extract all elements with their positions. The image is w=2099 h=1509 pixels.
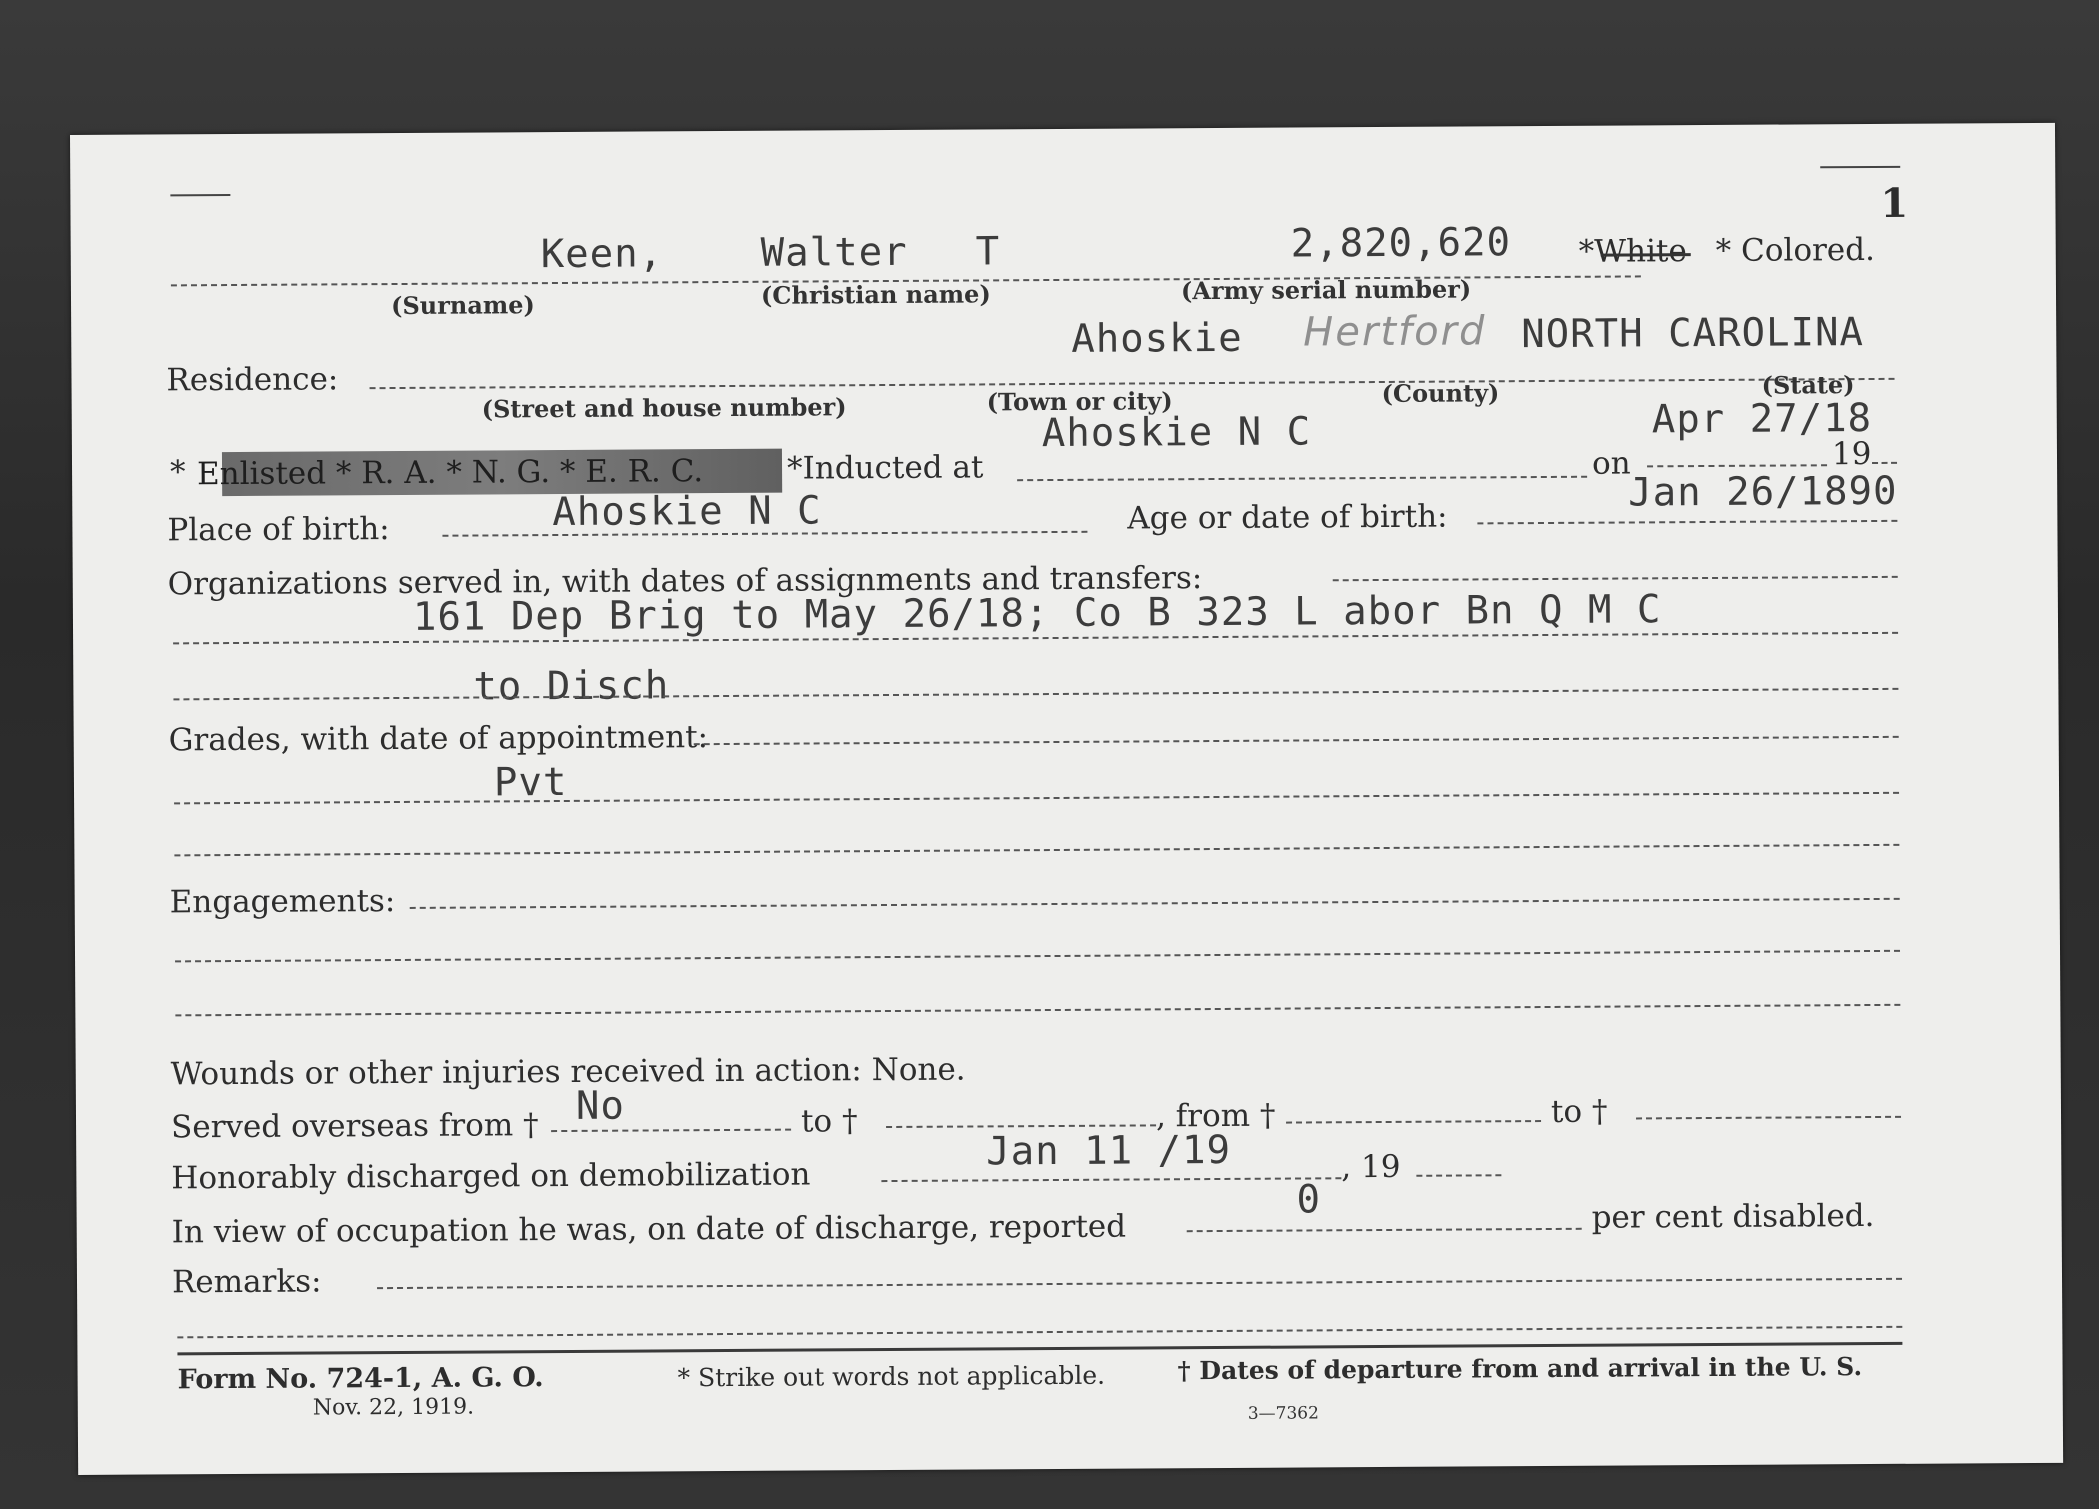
serial-number-value: 2,820,620 xyxy=(1290,220,1512,267)
overseas-to2-line xyxy=(1636,1116,1901,1120)
top-left-rule xyxy=(170,194,230,196)
grades-line-2 xyxy=(174,844,1899,857)
grade-value: Pvt xyxy=(493,759,568,806)
discharge-label: Honorably discharged on demobilization xyxy=(171,1156,811,1197)
grades-label: Grades, with date of appointment: xyxy=(168,719,709,759)
birth-date-value: Jan 26/1890 xyxy=(1628,468,1898,516)
organizations-line-1: 161 Dep Brig to May 26/18; Co B 323 L abor Bn Q M C xyxy=(412,587,1662,640)
overseas-from-line xyxy=(551,1129,791,1132)
year-prefix: 19 xyxy=(1831,436,1872,473)
residence-town-value: Ahoskie xyxy=(1071,315,1243,362)
race-white-label: *White xyxy=(1578,233,1687,270)
engagements-label: Engagements: xyxy=(169,883,396,921)
overseas-from-value: No xyxy=(575,1083,626,1129)
overseas-to2-label: to † xyxy=(1550,1093,1608,1130)
remarks-line-1 xyxy=(377,1278,1902,1289)
overseas-from2-line xyxy=(1286,1120,1541,1124)
residence-county-handwritten: Hertford xyxy=(1303,308,1487,356)
form-number: Form No. 724-1, A. G. O. xyxy=(177,1362,544,1396)
middle-initial-value: T xyxy=(975,229,1001,275)
form-date: Nov. 22, 1919. xyxy=(312,1394,475,1421)
inducted-place-line xyxy=(1017,476,1587,481)
residence-state-value: NORTH CAROLINA xyxy=(1521,310,1865,358)
service-record-card xyxy=(70,123,2063,1475)
caption-serial: (Army serial number) xyxy=(1180,274,1472,306)
remarks-line-2 xyxy=(177,1326,1902,1339)
year-line xyxy=(1872,462,1897,464)
surname-value: Keen, xyxy=(540,231,664,278)
print-code: 3—7362 xyxy=(1247,1403,1319,1424)
overseas-from2-label: , from † xyxy=(1155,1097,1276,1135)
top-right-rule xyxy=(1820,166,1900,168)
dates-note: † Dates of departure from and arrival in the U. S. xyxy=(1177,1352,1863,1386)
organizations-line-2: to Disch xyxy=(473,663,670,710)
caption-state: (State) xyxy=(1761,370,1855,400)
disability-label: In view of occupation he was, on date of discharge, reported xyxy=(171,1208,1127,1251)
caption-county: (County) xyxy=(1381,378,1500,408)
inducted-label: *Inducted at xyxy=(786,449,984,487)
enlisted-options: Enlisted * R. A. * N. G. * E. R. C. xyxy=(196,453,704,493)
disability-line xyxy=(1187,1228,1582,1232)
birth-date-line xyxy=(1477,520,1897,525)
caption-christian-name: (Christian name) xyxy=(760,279,991,310)
discharge-date-line xyxy=(881,1177,1341,1182)
race-colored-label: * Colored. xyxy=(1715,231,1876,269)
discharge-year-prefix: , 19 xyxy=(1341,1148,1401,1186)
induction-prefix: * xyxy=(169,454,186,491)
birth-place-label: Place of birth: xyxy=(167,511,390,549)
caption-town: (Town or city) xyxy=(986,386,1173,417)
discharge-date-value: Jan 11 /19 xyxy=(986,1127,1232,1175)
caption-street: (Street and house number) xyxy=(481,392,847,424)
grades-line-1 xyxy=(174,792,1899,805)
residence-label: Residence: xyxy=(166,361,339,399)
wounds-text: Wounds or other injuries received in action: None. xyxy=(170,1051,966,1093)
on-label: on xyxy=(1591,445,1631,482)
card-number: 1 xyxy=(1880,179,1909,227)
white-strikethrough xyxy=(1601,253,1691,257)
birth-place-value: Ahoskie N C xyxy=(552,488,822,536)
strike-note: * Strike out words not applicable. xyxy=(677,1360,1106,1393)
grades-label-line xyxy=(694,736,1899,745)
remarks-label: Remarks: xyxy=(171,1263,322,1301)
disability-suffix: per cent disabled. xyxy=(1591,1197,1875,1236)
engagements-line-1 xyxy=(410,898,1900,909)
overseas-to-label: to † xyxy=(800,1103,858,1140)
caption-surname: (Surname) xyxy=(390,290,535,321)
on-date-line xyxy=(1647,464,1827,467)
engagements-line-2 xyxy=(175,950,1900,963)
engagements-line-3 xyxy=(175,1004,1900,1017)
disability-value: 0 xyxy=(1296,1177,1322,1223)
inducted-place-value: Ahoskie N C xyxy=(1041,409,1312,457)
inducted-date-value: Apr 27/18 xyxy=(1651,395,1873,443)
discharge-year-line xyxy=(1416,1174,1501,1177)
birth-date-label: Age or date of birth: xyxy=(1127,498,1448,537)
organizations-line-2-rule xyxy=(173,688,1898,701)
organizations-label: Organizations served in, with dates of assignments and transfers: xyxy=(167,560,1203,603)
organizations-label-line xyxy=(1333,576,1898,581)
overseas-to-line xyxy=(886,1124,1156,1128)
overseas-from-label: Served overseas from † xyxy=(170,1107,539,1146)
christian-name-value: Walter xyxy=(760,229,908,276)
